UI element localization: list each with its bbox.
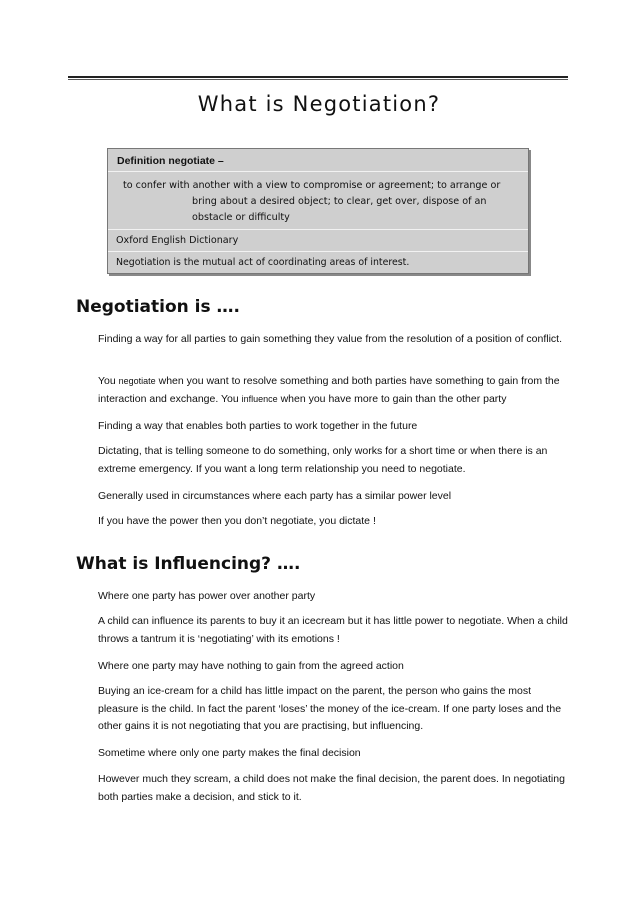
definition-divider [108,251,528,252]
paragraph: Sometime where only one party makes the final decision [98,747,361,759]
definition-heading: Definition negotiate – [117,155,224,167]
paragraph: Finding a way that enables both parties to work together in the future [98,420,418,432]
definition-line-2: bring about a desired object; to clear, get over, dispose of an [192,196,487,207]
paragraph: You negotiate when you want to resolve something and both parties have something to gain from the interaction and exchange. You influence when you have more to gain than the other party [98,375,560,405]
paragraph: Where one party has power over another party [98,590,316,602]
paragraph: Finding a way for all parties to gain something they value from the resolution of a position of conflict. [98,333,562,345]
definition-summary: Negotiation is the mutual act of coordinating areas of interest. [116,257,410,268]
section-heading-negotiation: Negotiation is …. [76,297,241,317]
paragraph: Dictating, that is telling someone to do something, only works for a short time or when there is an extreme emergency. If you want a long term relationship you need to negotiate. [98,445,548,475]
emphasis-influence: influence [241,393,278,404]
emphasis-negotiate: negotiate [118,376,156,386]
top-rule [68,76,568,80]
paragraph: Where one party may have nothing to gain from the agreed action [98,660,404,672]
definition-line-1: to confer with another with a view to compromise or agreement; to arrange or [123,180,501,191]
paragraph: Generally used in circumstances where each party has a similar power level [98,490,452,502]
definition-line-3: obstacle or difficulty [192,212,290,223]
definition-divider [108,171,528,172]
page-title: What is Negotiation? [197,92,441,116]
paragraph: If you have the power then you don’t negotiate, you dictate ! [98,515,376,527]
definition-source: Oxford English Dictionary [116,235,239,246]
section-heading-influencing: What is Influencing? …. [76,554,301,574]
definition-divider [108,229,528,230]
paragraph: However much they scream, a child does not make the final decision, the parent does. In negotiating both parties make a decision, and stick to it. [98,773,565,803]
paragraph: Buying an ice-cream for a child has little impact on the parent, the person who gains the most pleasure is the child. In fact the parent ‘loses’ the money of the ice-cream. If one party loses and the other gains it is not negotiating that you are practising, but influencing. [98,685,562,732]
definition-box [107,148,529,274]
paragraph: A child can influence its parents to buy it an icecream but it has little power to negotiate. When a child throws a tantrum it is ‘negotiating’ with its emotions ! [98,615,568,645]
